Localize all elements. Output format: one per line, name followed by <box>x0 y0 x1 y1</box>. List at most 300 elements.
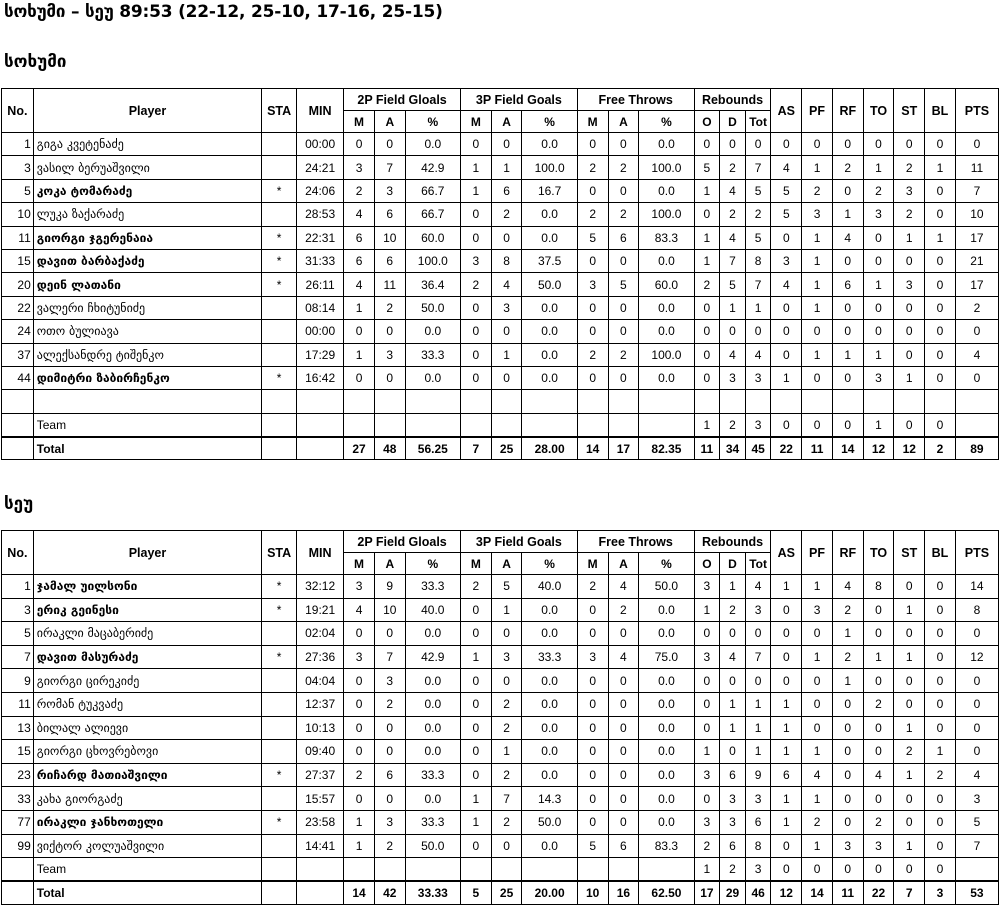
player-row <box>2 740 999 764</box>
stat-p2m: 0 <box>344 622 375 646</box>
player-number: 15 <box>2 740 34 764</box>
stat-to: 3 <box>863 834 894 858</box>
stat-bl: 0 <box>925 810 956 834</box>
stat-as: 4 <box>771 156 802 179</box>
stat-p3a: 7 <box>491 787 522 811</box>
blank-cell <box>745 390 771 413</box>
player-row <box>2 156 999 179</box>
stat-to: 2 <box>863 810 894 834</box>
col-header-pf: PF <box>802 89 833 133</box>
player-name: დიმიტრი ზაბირჩენკო <box>33 366 261 389</box>
total-stat-p2m: 14 <box>344 881 375 904</box>
stat-p3p: 50.0 <box>522 273 577 296</box>
player-row <box>2 320 999 343</box>
stat-p3p: 0.0 <box>522 226 577 249</box>
stat-st: 0 <box>894 249 925 272</box>
blank-cell <box>297 390 344 413</box>
team-row-empty <box>374 858 405 881</box>
team-stat-o: 1 <box>694 858 720 881</box>
player-minutes: 04:04 <box>297 669 344 693</box>
stat-p3m: 1 <box>460 179 491 202</box>
stat-p3a: 0 <box>491 320 522 343</box>
stat-p2m: 1 <box>344 343 375 366</box>
player-number: 9 <box>2 669 34 693</box>
player-minutes: 15:57 <box>297 787 344 811</box>
stat-pf: 0 <box>802 320 833 343</box>
col-subheader-a: A <box>374 553 405 575</box>
player-starter-mark <box>262 692 297 716</box>
stat-ftm: 0 <box>577 810 608 834</box>
stat-p3p: 0.0 <box>522 320 577 343</box>
player-starter-mark <box>262 156 297 179</box>
stat-p2a: 6 <box>374 249 405 272</box>
stat-pf: 3 <box>802 203 833 226</box>
stat-p3a: 2 <box>491 203 522 226</box>
col-subheader-d: D <box>720 111 746 133</box>
stat-as: 1 <box>771 366 802 389</box>
stat-o: 3 <box>694 645 720 669</box>
player-name: ირაკლი ჯანხოთელი <box>33 810 261 834</box>
player-starter-mark: * <box>262 598 297 622</box>
blank-cell <box>344 390 375 413</box>
stat-as: 6 <box>771 763 802 787</box>
stat-rf: 2 <box>832 645 863 669</box>
stat-to: 1 <box>863 273 894 296</box>
stat-tot: 4 <box>745 343 771 366</box>
stat-pts: 7 <box>955 179 998 202</box>
player-number: 11 <box>2 226 34 249</box>
stat-pf: 0 <box>802 133 833 156</box>
player-name: გიორგი ჯგერენაია <box>33 226 261 249</box>
team-row-empty <box>405 413 460 436</box>
stat-d: 1 <box>720 716 746 740</box>
stat-d: 3 <box>720 366 746 389</box>
team-row-empty <box>405 858 460 881</box>
stat-rf: 0 <box>832 787 863 811</box>
stat-rf: 1 <box>832 669 863 693</box>
team-row-label: Team <box>33 858 261 881</box>
col-header-ft: Free Throws <box>577 531 694 553</box>
stat-pts: 3 <box>955 787 998 811</box>
stat-p3a: 0 <box>491 834 522 858</box>
player-name: გიორგი ცხოვრებოვი <box>33 740 261 764</box>
stat-rf: 0 <box>832 296 863 319</box>
player-name: გიორგი ცირეკიძე <box>33 669 261 693</box>
blank-cell <box>720 390 746 413</box>
player-minutes: 02:04 <box>297 622 344 646</box>
stat-ftm: 2 <box>577 203 608 226</box>
total-row-sta <box>262 437 297 460</box>
stat-fta: 0 <box>608 669 639 693</box>
player-minutes: 24:06 <box>297 179 344 202</box>
stat-d: 4 <box>720 226 746 249</box>
stat-rf: 0 <box>832 716 863 740</box>
stat-p2a: 0 <box>374 366 405 389</box>
col-subheader-pct: % <box>405 553 460 575</box>
team-row-no <box>2 858 34 881</box>
stat-p2a: 2 <box>374 692 405 716</box>
stat-pf: 1 <box>802 645 833 669</box>
team-row-pts <box>955 858 998 881</box>
stat-d: 4 <box>720 343 746 366</box>
col-header-rf: RF <box>832 89 863 133</box>
blank-cell <box>522 390 577 413</box>
stat-st: 1 <box>894 716 925 740</box>
stat-p3p: 0.0 <box>522 669 577 693</box>
stat-fta: 0 <box>608 179 639 202</box>
stat-tot: 1 <box>745 716 771 740</box>
stat-ftp: 0.0 <box>639 249 694 272</box>
stat-p2m: 1 <box>344 834 375 858</box>
stat-p3a: 2 <box>491 810 522 834</box>
total-stat-o: 11 <box>694 437 720 460</box>
stat-o: 1 <box>694 249 720 272</box>
stat-p2p: 0.0 <box>405 133 460 156</box>
stat-fta: 0 <box>608 740 639 764</box>
stat-p2a: 3 <box>374 179 405 202</box>
stat-as: 1 <box>771 575 802 599</box>
player-row <box>2 692 999 716</box>
stat-p2p: 0.0 <box>405 366 460 389</box>
blank-cell <box>639 390 694 413</box>
stat-tot: 3 <box>745 366 771 389</box>
team-row-empty <box>344 858 375 881</box>
stat-d: 0 <box>720 133 746 156</box>
player-starter-mark <box>262 787 297 811</box>
stat-fta: 0 <box>608 810 639 834</box>
stat-rf: 0 <box>832 740 863 764</box>
team-row-label: Team <box>33 413 261 436</box>
col-header-ft: Free Throws <box>577 89 694 111</box>
stat-d: 0 <box>720 740 746 764</box>
stat-st: 1 <box>894 366 925 389</box>
player-minutes: 22:31 <box>297 226 344 249</box>
stat-pts: 0 <box>955 366 998 389</box>
player-name: ერიკ გეინესი <box>33 598 261 622</box>
total-stat-p2a: 48 <box>374 437 405 460</box>
team-row-empty <box>639 413 694 436</box>
stat-d: 1 <box>720 296 746 319</box>
player-minutes: 27:37 <box>297 763 344 787</box>
stat-p3a: 3 <box>491 645 522 669</box>
player-name: ოთო ბულიავა <box>33 320 261 343</box>
col-header-pf: PF <box>802 531 833 575</box>
blank-cell <box>33 390 261 413</box>
game-title: სოხუმი – სეუ 89:53 (22-12, 25-10, 17-16, 25-15) <box>4 2 443 22</box>
stat-to: 3 <box>863 366 894 389</box>
stat-pf: 0 <box>802 669 833 693</box>
total-stat-p3p: 28.00 <box>522 437 577 460</box>
stat-ftm: 0 <box>577 763 608 787</box>
team-row-pts <box>955 413 998 436</box>
blank-cell <box>577 390 608 413</box>
player-number: 44 <box>2 366 34 389</box>
col-header-pts: PTS <box>955 531 998 575</box>
total-row-label: Total <box>33 881 261 904</box>
stat-p3p: 37.5 <box>522 249 577 272</box>
stat-ftp: 0.0 <box>639 320 694 343</box>
stat-p3a: 0 <box>491 133 522 156</box>
stat-fta: 6 <box>608 834 639 858</box>
col-header-no: No. <box>2 89 34 133</box>
stat-pts: 21 <box>955 249 998 272</box>
stat-o: 3 <box>694 810 720 834</box>
total-stat-ftm: 10 <box>577 881 608 904</box>
stat-pf: 1 <box>802 296 833 319</box>
stat-pf: 4 <box>802 763 833 787</box>
stat-o: 1 <box>694 740 720 764</box>
stat-as: 4 <box>771 273 802 296</box>
stat-p2p: 0.0 <box>405 692 460 716</box>
total-stat-fta: 16 <box>608 881 639 904</box>
player-row <box>2 763 999 787</box>
team-stat-bl: 0 <box>925 413 956 436</box>
stat-o: 3 <box>694 575 720 599</box>
player-row <box>2 249 999 272</box>
col-subheader-a: A <box>374 111 405 133</box>
stat-p2a: 2 <box>374 296 405 319</box>
stat-pf: 3 <box>802 598 833 622</box>
col-subheader-a: A <box>608 111 639 133</box>
player-starter-mark: * <box>262 763 297 787</box>
blank-cell <box>863 390 894 413</box>
player-row <box>2 273 999 296</box>
team-stat-d: 2 <box>720 413 746 436</box>
stat-ftp: 100.0 <box>639 343 694 366</box>
stat-as: 1 <box>771 716 802 740</box>
stat-p3a: 8 <box>491 249 522 272</box>
player-name: დეინ ლათანი <box>33 273 261 296</box>
stat-pf: 1 <box>802 273 833 296</box>
stat-p3a: 4 <box>491 273 522 296</box>
stat-st: 0 <box>894 669 925 693</box>
col-header-to: TO <box>863 531 894 575</box>
player-name: დავით მასურაძე <box>33 645 261 669</box>
header-row <box>2 89 999 111</box>
stat-pts: 0 <box>955 669 998 693</box>
stat-p3m: 3 <box>460 249 491 272</box>
stat-p3p: 0.0 <box>522 740 577 764</box>
stat-p3m: 0 <box>460 740 491 764</box>
team-row-no <box>2 413 34 436</box>
stat-pts: 4 <box>955 343 998 366</box>
stat-p3m: 0 <box>460 343 491 366</box>
player-starter-mark: * <box>262 249 297 272</box>
player-minutes: 17:29 <box>297 343 344 366</box>
blank-cell <box>925 390 956 413</box>
col-subheader-pct: % <box>522 553 577 575</box>
team-stat-as: 0 <box>771 858 802 881</box>
stat-p2p: 0.0 <box>405 622 460 646</box>
stat-pts: 17 <box>955 273 998 296</box>
player-number: 1 <box>2 575 34 599</box>
stat-ftp: 0.0 <box>639 763 694 787</box>
total-stat-d: 29 <box>720 881 746 904</box>
stat-p3a: 3 <box>491 296 522 319</box>
stat-ftm: 3 <box>577 273 608 296</box>
stat-p3m: 0 <box>460 622 491 646</box>
stat-pf: 0 <box>802 366 833 389</box>
stat-tot: 1 <box>745 296 771 319</box>
team-name-home: სოხუმი <box>4 52 67 72</box>
stat-p2m: 0 <box>344 320 375 343</box>
player-row <box>2 575 999 599</box>
total-stat-rf: 14 <box>832 437 863 460</box>
stat-p2p: 0.0 <box>405 669 460 693</box>
player-starter-mark: * <box>262 273 297 296</box>
stat-p2m: 3 <box>344 645 375 669</box>
stat-p3p: 14.3 <box>522 787 577 811</box>
col-subheader-o: O <box>694 553 720 575</box>
stat-pts: 2 <box>955 296 998 319</box>
stat-p3a: 0 <box>491 366 522 389</box>
stat-fta: 0 <box>608 787 639 811</box>
player-starter-mark <box>262 296 297 319</box>
blank-cell <box>608 390 639 413</box>
stat-p3p: 16.7 <box>522 179 577 202</box>
stat-to: 2 <box>863 179 894 202</box>
team-row-empty <box>577 858 608 881</box>
player-name: რომან ტუკვაძე <box>33 692 261 716</box>
player-starter-mark <box>262 133 297 156</box>
team-row-empty <box>577 413 608 436</box>
stat-to: 0 <box>863 249 894 272</box>
stat-o: 0 <box>694 366 720 389</box>
stat-bl: 0 <box>925 366 956 389</box>
stat-ftm: 0 <box>577 622 608 646</box>
col-header-st: ST <box>894 89 925 133</box>
stat-p2p: 50.0 <box>405 296 460 319</box>
player-minutes: 16:42 <box>297 366 344 389</box>
stat-d: 3 <box>720 787 746 811</box>
team-row-empty <box>262 413 297 436</box>
player-number: 7 <box>2 645 34 669</box>
team-stat-tot: 3 <box>745 858 771 881</box>
total-row-no <box>2 437 34 460</box>
total-stat-st: 12 <box>894 437 925 460</box>
stat-p3m: 2 <box>460 273 491 296</box>
player-starter-mark: * <box>262 575 297 599</box>
col-header-pts: PTS <box>955 89 998 133</box>
stat-p3a: 1 <box>491 156 522 179</box>
stat-o: 0 <box>694 716 720 740</box>
stat-p3m: 0 <box>460 226 491 249</box>
player-row <box>2 296 999 319</box>
stat-o: 0 <box>694 296 720 319</box>
stat-to: 1 <box>863 156 894 179</box>
stat-p3m: 0 <box>460 598 491 622</box>
team-row-empty <box>460 858 491 881</box>
player-name: რიჩარდ მათიაშვილი <box>33 763 261 787</box>
stat-p2m: 4 <box>344 273 375 296</box>
stat-ftp: 83.3 <box>639 226 694 249</box>
stat-p2p: 66.7 <box>405 203 460 226</box>
stat-d: 1 <box>720 575 746 599</box>
stat-p2p: 33.3 <box>405 343 460 366</box>
stat-st: 1 <box>894 645 925 669</box>
stat-bl: 0 <box>925 273 956 296</box>
col-subheader-a: A <box>491 553 522 575</box>
stat-pf: 2 <box>802 179 833 202</box>
stat-p2p: 33.3 <box>405 763 460 787</box>
col-subheader-m: M <box>460 553 491 575</box>
player-minutes: 10:13 <box>297 716 344 740</box>
stat-ftp: 0.0 <box>639 179 694 202</box>
player-minutes: 24:21 <box>297 156 344 179</box>
stat-p2a: 11 <box>374 273 405 296</box>
stat-rf: 0 <box>832 366 863 389</box>
stat-as: 0 <box>771 296 802 319</box>
stat-fta: 2 <box>608 156 639 179</box>
total-stat-p2m: 27 <box>344 437 375 460</box>
stat-as: 0 <box>771 645 802 669</box>
total-stat-pts: 89 <box>955 437 998 460</box>
stat-rf: 0 <box>832 249 863 272</box>
stat-pts: 0 <box>955 740 998 764</box>
stat-ftm: 3 <box>577 645 608 669</box>
stat-p2m: 3 <box>344 575 375 599</box>
col-subheader-m: M <box>460 111 491 133</box>
col-subheader-m: M <box>344 111 375 133</box>
team-row-empty <box>374 413 405 436</box>
total-row-no <box>2 881 34 904</box>
stat-to: 0 <box>863 716 894 740</box>
stat-o: 1 <box>694 226 720 249</box>
stat-rf: 0 <box>832 763 863 787</box>
stat-ftp: 0.0 <box>639 692 694 716</box>
team-row-empty <box>344 413 375 436</box>
total-stat-p2a: 42 <box>374 881 405 904</box>
stat-tot: 0 <box>745 320 771 343</box>
stat-pf: 1 <box>802 226 833 249</box>
player-name: ირაკლი მაცაბერიძე <box>33 622 261 646</box>
stat-p2p: 0.0 <box>405 716 460 740</box>
team-row-empty <box>297 413 344 436</box>
total-stat-as: 22 <box>771 437 802 460</box>
stat-p3m: 0 <box>460 834 491 858</box>
player-row <box>2 203 999 226</box>
total-stat-tot: 45 <box>745 437 771 460</box>
stat-p3p: 0.0 <box>522 598 577 622</box>
total-stat-to: 12 <box>863 437 894 460</box>
player-name: გიგა კვეტენაძე <box>33 133 261 156</box>
stat-p2a: 10 <box>374 226 405 249</box>
stat-p2p: 42.9 <box>405 645 460 669</box>
stat-ftp: 0.0 <box>639 787 694 811</box>
stat-to: 0 <box>863 598 894 622</box>
team-row-empty <box>522 413 577 436</box>
stat-bl: 0 <box>925 645 956 669</box>
col-header-bl: BL <box>925 531 956 575</box>
team-row-empty <box>262 858 297 881</box>
stat-bl: 0 <box>925 716 956 740</box>
stat-ftm: 5 <box>577 226 608 249</box>
stat-fta: 2 <box>608 343 639 366</box>
stat-tot: 1 <box>745 740 771 764</box>
total-stat-tot: 46 <box>745 881 771 904</box>
total-stat-p3a: 25 <box>491 881 522 904</box>
stat-p3a: 2 <box>491 716 522 740</box>
stat-pts: 12 <box>955 645 998 669</box>
stat-as: 0 <box>771 669 802 693</box>
stat-bl: 0 <box>925 179 956 202</box>
stat-ftp: 0.0 <box>639 598 694 622</box>
stat-rf: 1 <box>832 343 863 366</box>
player-minutes: 26:11 <box>297 273 344 296</box>
blank-cell <box>694 390 720 413</box>
stat-p2a: 2 <box>374 834 405 858</box>
stat-as: 0 <box>771 598 802 622</box>
